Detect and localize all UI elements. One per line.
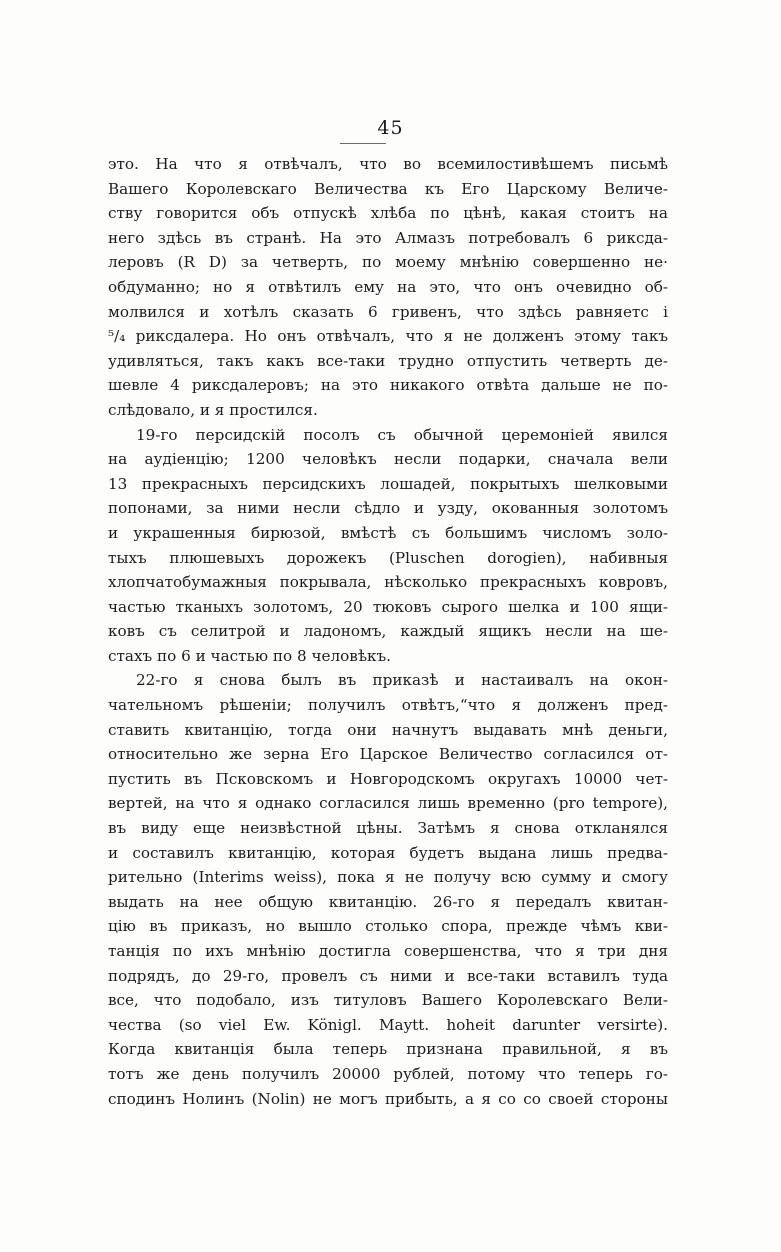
text-line: сподинъ Нолинъ (Nolin) не могъ прибыть, а я со со своей стороны — [108, 1089, 668, 1108]
text-line: обдуманно; но я отвѣтилъ ему на это, что онъ очевидно об- — [108, 277, 668, 296]
text-line: удивляться, такъ какъ все-таки трудно отпустить четверть де- — [108, 351, 668, 370]
text-line: рительно (Interims weiss), пока я не получу всю сумму и смогу — [108, 868, 668, 887]
text-line: стахъ по 6 и частью по 8 человѣкъ. — [108, 646, 391, 665]
text-line: хлопчатобумажныя покрывала, нѣсколько прекрасныхъ ковровъ, — [108, 573, 668, 592]
text-line: подрядъ, до 29-го, провелъ съ ними и все-таки вставилъ туда — [108, 966, 668, 985]
text-line: тыхъ плюшевыхъ дорожекъ (Pluschen dorogien), набивныя — [108, 548, 668, 567]
text-line: слѣдовало, и я простился. — [108, 400, 318, 419]
text-line: 19-го персидскій посолъ съ обычной церемоніей явился — [136, 425, 668, 444]
text-line: тотъ же день получилъ 20000 рублей, потому что теперь го- — [108, 1064, 668, 1083]
text-line: въ виду еще неизвѣстной цѣны. Затѣмъ я снова откланялся — [108, 819, 668, 838]
text-line: частью тканыхъ золотомъ, 20 тюковъ сырого шелка и 100 ящи- — [108, 597, 668, 616]
text-line: 22-го я снова былъ въ приказѣ и настаивалъ на окон- — [136, 671, 668, 690]
text-line: и украшенныя бирюзой, вмѣстѣ съ большимъ числомъ золо- — [108, 523, 668, 542]
text-line: ставить квитанцію, тогда они начнутъ выдавать мнѣ деньги, — [108, 720, 668, 739]
text-line: чательномъ рѣшеніи; получилъ отвѣтъ,“что я долженъ пред- — [108, 696, 668, 715]
text-line: него здѣсь въ странѣ. На это Алмазъ потребовалъ 6 риксда- — [108, 228, 668, 247]
text-line: пустить въ Псковскомъ и Новгородскомъ округахъ 10000 чет- — [108, 769, 668, 788]
text-line: молвился и хотѣлъ сказать 6 гривенъ, что здѣсь равняетс і — [108, 302, 668, 321]
body-text — [108, 152, 668, 1111]
text-line: и составилъ квитанцію, которая будетъ выдана лишь предва- — [108, 843, 668, 862]
text-line: цію въ приказъ, но вышло столько спора, прежде чѣмъ кви- — [108, 917, 668, 936]
text-line: попонами, за ними несли сѣдло и узду, окованныя золотомъ — [108, 499, 668, 518]
page-number-rule — [340, 143, 386, 144]
text-line: леровъ (R D) за четверть, по моему мнѣнію совершенно не· — [108, 253, 668, 272]
text-line: ковъ съ селитрой и ладономъ, каждый ящикъ несли на ше- — [108, 622, 668, 641]
text-line: это. На что я отвѣчалъ, что во всемилостивѣшемъ письмѣ — [108, 155, 668, 173]
text-line: танція по ихъ мнѣнію достигла совершенства, что я три дня — [108, 942, 668, 960]
text-line: все, что подобало, изъ титуловъ Вашего Королевскаго Вели- — [108, 991, 668, 1010]
text-line: вертей, на что я однако согласился лишь временно (pro tempore), — [108, 794, 668, 813]
text-line: ⁵/₄ риксдалера. Но онъ отвѣчалъ, что я не долженъ этому такъ — [108, 327, 668, 346]
text-line: на аудіенцію; 1200 человѣкъ несли подарки, сначала вели — [108, 450, 668, 469]
text-line: шевле 4 риксдалеровъ; на это никакого отвѣта дальше не по- — [108, 376, 668, 395]
text-line: 13 прекрасныхъ персидскихъ лошадей, покрытыхъ шелковыми — [108, 474, 668, 493]
page-number: 45 — [377, 117, 404, 139]
text-line: относительно же зерна Его Царское Величество согласился от- — [108, 745, 668, 764]
text-line: Вашего Королевскаго Величества къ Его Царскому Величе- — [108, 179, 668, 198]
text-line: ству говорится объ отпускѣ хлѣба по цѣнѣ, какая стоитъ на — [108, 204, 668, 223]
text-line: Когда квитанція была теперь признана правильной, я въ — [108, 1040, 668, 1059]
text-line: выдать на нее общую квитанцію. 26-го я передалъ квитан- — [108, 892, 668, 911]
text-line: чества (so viel Ew. Königl. Maytt. hoheit darunter versirte). — [108, 1015, 668, 1034]
